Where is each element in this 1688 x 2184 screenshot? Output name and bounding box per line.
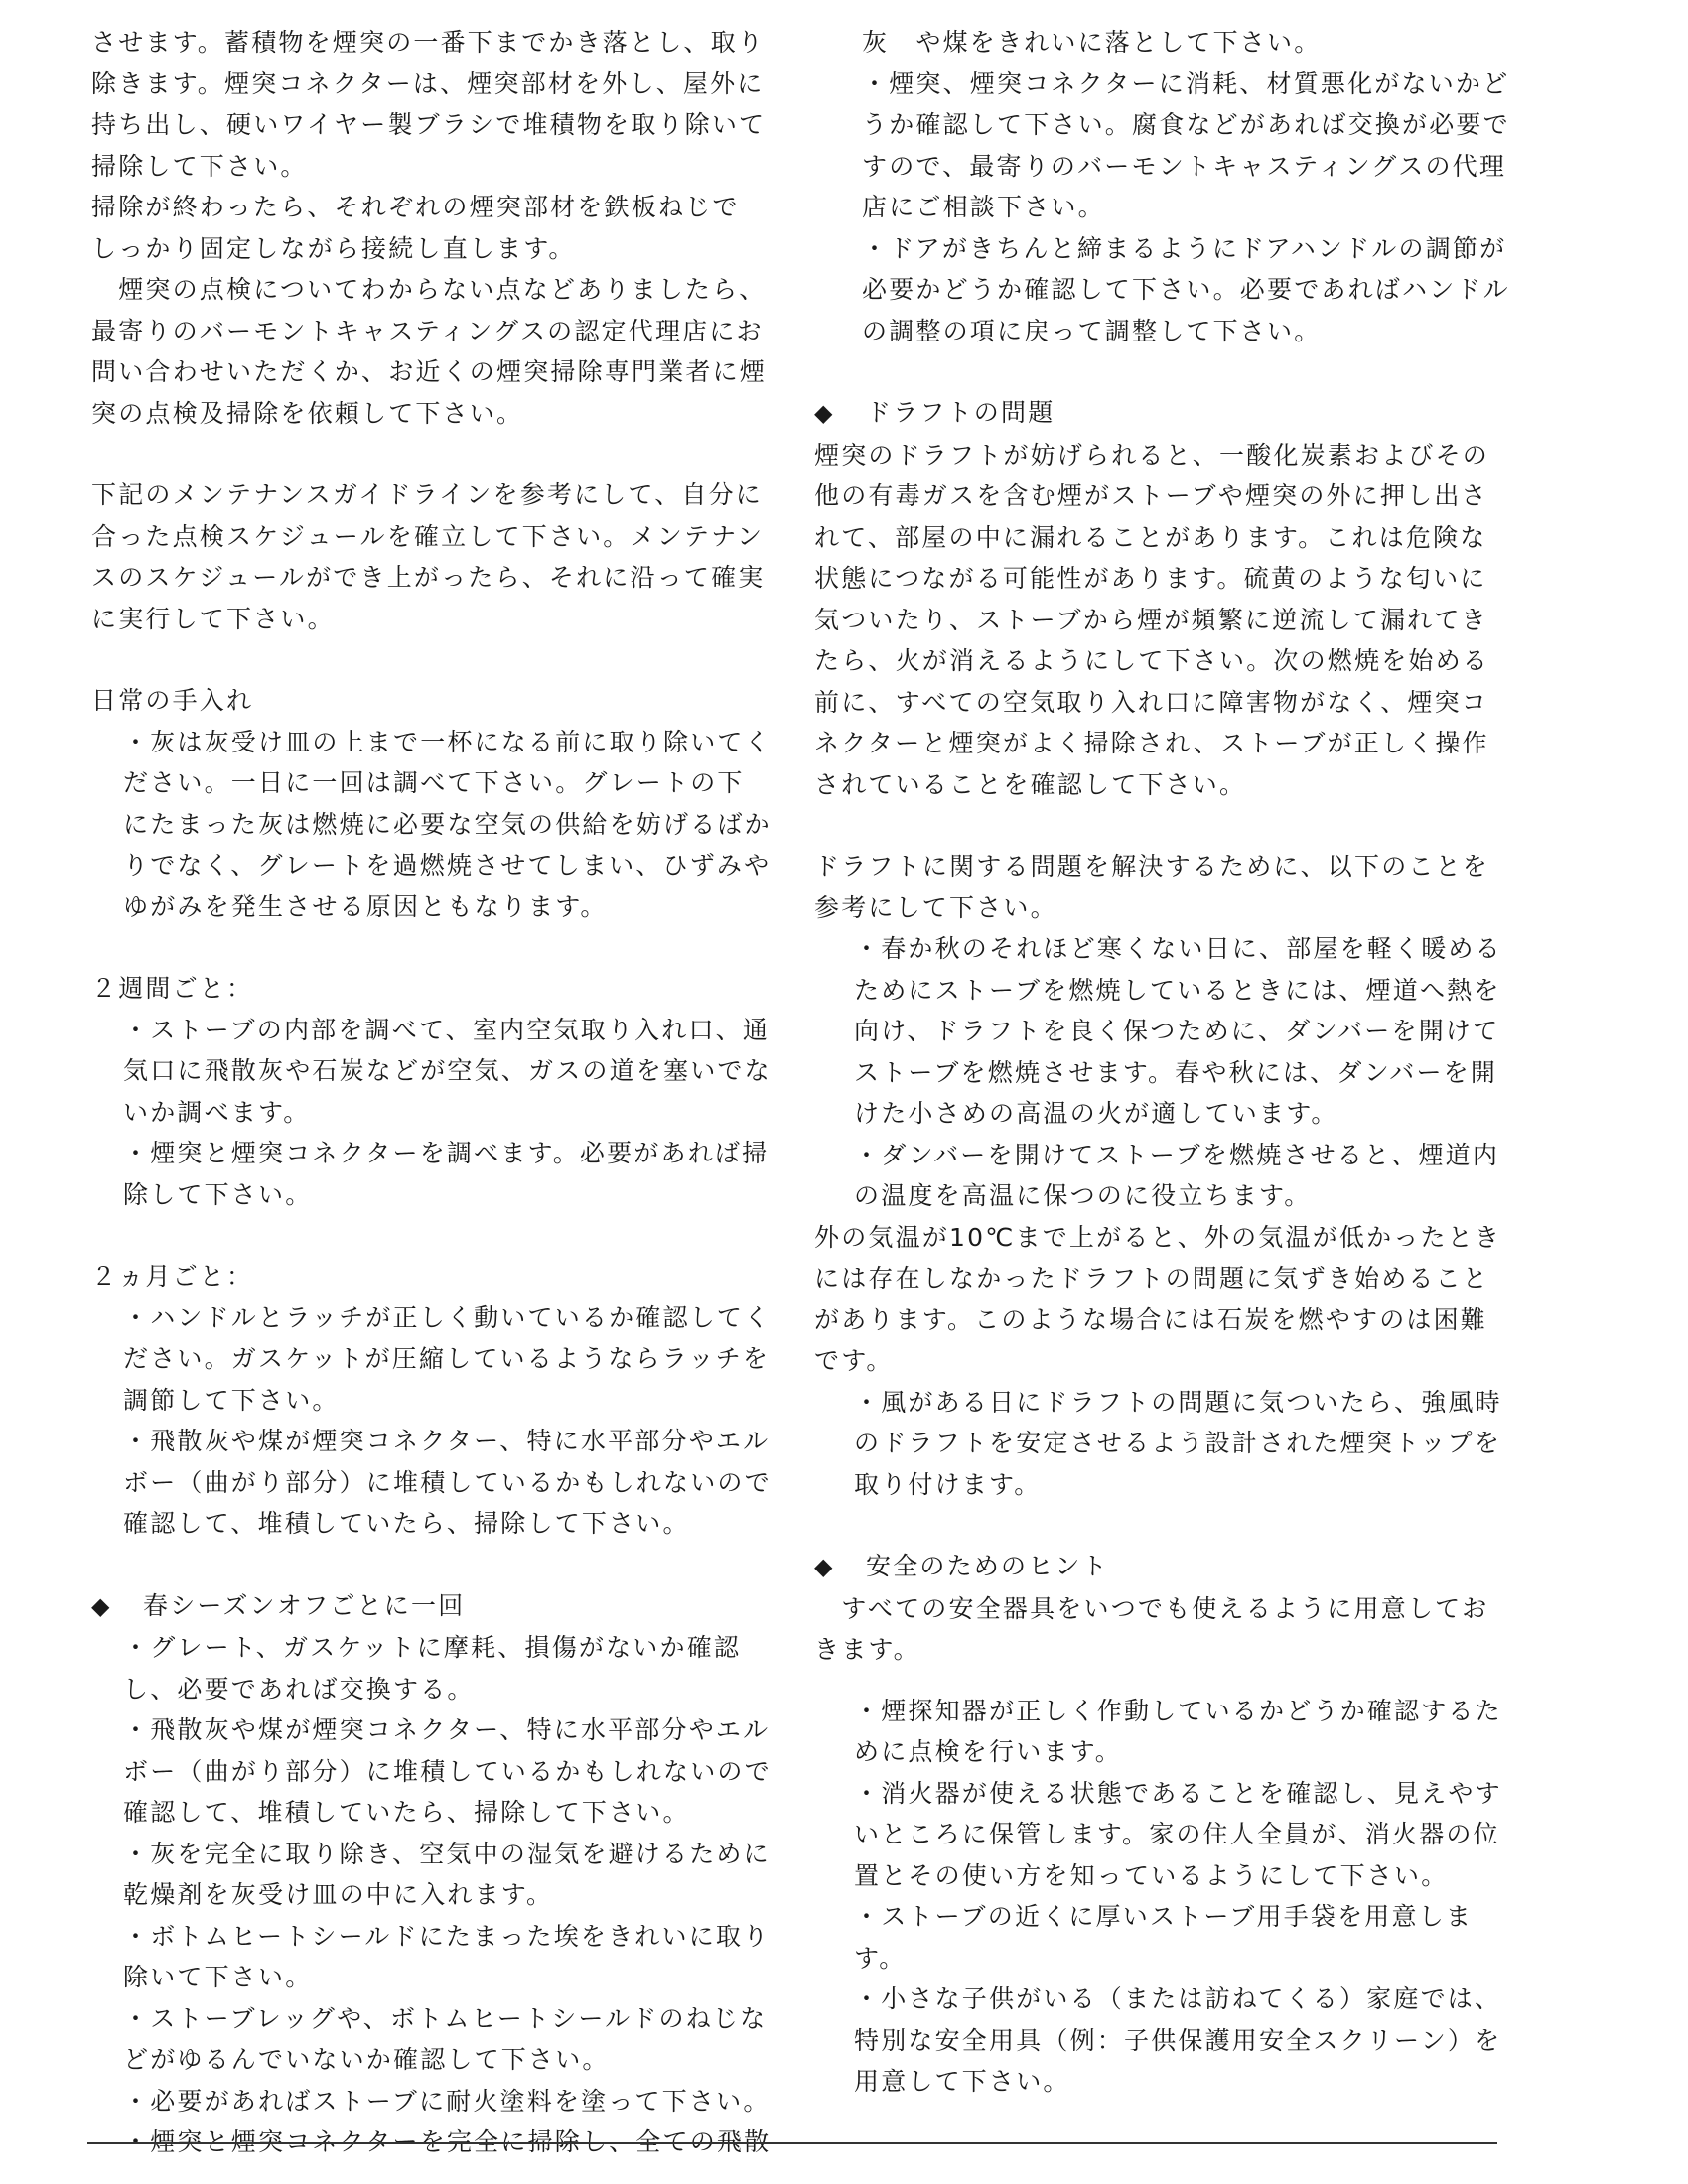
draft-problems-section bbox=[814, 392, 1521, 1505]
text-line: うか確認して下さい。腐食などがあれば交換が必要で bbox=[862, 110, 1510, 139]
text-line: ・ストーブの近くに厚いストーブ用手袋を用意しま bbox=[854, 1902, 1474, 1931]
text-line: です。 bbox=[814, 1346, 894, 1375]
text-line: めに点検を行います。 bbox=[854, 1737, 1123, 1766]
text-line: の調整の項に戻って調整して下さい。 bbox=[862, 316, 1322, 345]
text-line: されていることを確認して下さい。 bbox=[814, 769, 1247, 799]
text-line: ださい。ガスケットが圧縮しているようならラッチを bbox=[123, 1344, 771, 1373]
spring-offseason-section bbox=[91, 1585, 806, 2163]
text-line: けた小さめの高温の火が適しています。 bbox=[854, 1099, 1338, 1128]
text-line: の温度を高温に保つのに役立ちます。 bbox=[854, 1181, 1312, 1210]
text-line: すので、最寄りのバーモントキャスティングスの代理 bbox=[862, 151, 1507, 181]
text-line: ・灰は灰受け皿の上まで一杯になる前に取り除いてく bbox=[123, 727, 772, 756]
chimney-cleaning-continued bbox=[91, 22, 806, 434]
text-line: ださい。一日に一回は調べて下さい。グレートの下 bbox=[123, 768, 745, 797]
text-line: ・ストーブの内部を調べて、室内空気取り入れ口、通 bbox=[123, 1015, 771, 1044]
biweekly-title: ２週間ごと： bbox=[91, 974, 254, 1003]
text-line: があります。このような場合には石炭を燃やすのは困難 bbox=[814, 1304, 1488, 1334]
spring-offseason-continued bbox=[814, 22, 1521, 351]
text-line: ネクターと煙突がよく掃除され、ストーブが正しく操作 bbox=[814, 729, 1489, 757]
text-line: 掃除して下さい。 bbox=[91, 151, 308, 181]
bimonthly-title: ２ヵ月ごと： bbox=[91, 1262, 254, 1291]
text-line: ・ダンバーを開けてストーブを燃焼させると、煙道内 bbox=[854, 1140, 1500, 1169]
diamond-bullet-icon: ◆ bbox=[814, 399, 835, 427]
right-column bbox=[814, 22, 1521, 2103]
text-line: ・春か秋のそれほど寒くない日に、部屋を軽く暖める bbox=[854, 934, 1502, 963]
spring-offseason-title: 春シーズンオフごとに一回 bbox=[143, 1590, 466, 1620]
text-line: どがゆるんでいないか確認して下さい。 bbox=[123, 2045, 610, 2074]
safety-tips-section bbox=[814, 1546, 1521, 2103]
text-line: いところに保管します。家の住人全員が、消火器の位 bbox=[854, 1820, 1500, 1848]
text-line: 置とその使い方を知っているようにして下さい。 bbox=[854, 1860, 1449, 1890]
text-line: ・ボトムヒートシールドにたまった埃をきれいに取り bbox=[123, 1921, 771, 1951]
text-line: ドラフトに関する問題を解決するために、以下のことを bbox=[814, 852, 1490, 881]
text-line: ・風がある日にドラフトの問題に気ついたら、強風時 bbox=[854, 1387, 1502, 1417]
text-line: ・煙突と煙突コネクターを完全に掃除し、全ての飛散 bbox=[123, 2127, 772, 2156]
text-line: ボー（曲がり部分）に堆積しているかもしれないので bbox=[123, 1467, 772, 1497]
draft-problems-heading bbox=[814, 392, 1521, 435]
text-line: いか調べます。 bbox=[123, 1097, 311, 1127]
text-line: 前に、すべての空気取り入れ口に障害物がなく、煙突コ bbox=[814, 687, 1489, 717]
text-line: ・消火器が使える状態であることを確認し、見えやす bbox=[854, 1778, 1502, 1808]
text-line: 調節して下さい。 bbox=[123, 1385, 340, 1415]
biweekly-section bbox=[91, 968, 806, 1215]
text-line: し、必要であれば交換する。 bbox=[123, 1674, 475, 1704]
text-line: ・グレート、ガスケットに摩耗、損傷がないか確認 bbox=[123, 1633, 742, 1662]
text-line: りでなく、グレートを過燃焼させてしまい、ひずみや bbox=[123, 851, 772, 880]
left-column bbox=[91, 22, 806, 2163]
text-line: 煙突の点検についてわからない点などありましたら、 bbox=[91, 275, 767, 304]
safety-tips-title: 安全のためのヒント bbox=[866, 1552, 1109, 1580]
text-line: 最寄りのバーモントキャスティングスの認定代理店にお bbox=[91, 316, 764, 345]
text-line: 用意して下さい。 bbox=[854, 2067, 1070, 2096]
text-line: ・煙突と煙突コネクターを調べます。必要があれば掃 bbox=[123, 1139, 770, 1167]
safety-tips-heading bbox=[814, 1546, 1521, 1588]
text-line: 持ち出し、硬いワイヤー製ブラシで堆積物を取り除いて bbox=[91, 110, 767, 139]
text-line: ストーブを燃焼させます。春や秋には、ダンバーを開 bbox=[854, 1057, 1498, 1087]
daily-care-title: 日常の手入れ bbox=[91, 686, 254, 715]
text-line: ボー（曲がり部分）に堆積しているかもしれないので bbox=[123, 1756, 772, 1786]
diamond-bullet-icon: ◆ bbox=[814, 1553, 835, 1580]
text-line: させます。蓄積物を煙突の一番下までかき落とし、取り bbox=[91, 28, 766, 57]
text-line: ・飛散灰や煤が煙突コネクター、特に水平部分やエル bbox=[123, 1715, 771, 1744]
text-line: ゆがみを発生させる原因ともなります。 bbox=[123, 891, 608, 921]
text-line: ・ハンドルとラッチが正しく動いているか確認してく bbox=[123, 1302, 772, 1332]
text-line: には存在しなかったドラフトの問題に気ずき始めること bbox=[814, 1264, 1490, 1293]
text-line: す。 bbox=[854, 1943, 907, 1973]
text-line: 特別な安全用具（例：子供保護用安全スクリーン）を bbox=[854, 2025, 1502, 2055]
text-line: 気ついたり、ストーブから煙が頻繁に逆流して漏れてき bbox=[814, 605, 1488, 634]
diamond-bullet-icon: ◆ bbox=[91, 1591, 112, 1620]
text-line: 除いて下さい。 bbox=[123, 1963, 313, 1991]
text-line: 問い合わせいただくか、お近くの煙突掃除専門業者に煙 bbox=[91, 357, 768, 386]
draft-problems-title: ドラフトの問題 bbox=[866, 398, 1055, 427]
text-line: 除して下さい。 bbox=[123, 1179, 313, 1209]
daily-care-section bbox=[91, 680, 806, 927]
text-line: 下記のメンテナンスガイドラインを参考にして、自分に bbox=[91, 480, 764, 509]
text-line: スのスケジュールができ上がったら、それに沿って確実 bbox=[91, 563, 766, 592]
text-line: 店にご相談下さい。 bbox=[862, 193, 1105, 221]
text-line: ためにストーブを燃焼しているときには、煙道へ熱を bbox=[854, 975, 1501, 1005]
text-line: ・必要があればストーブに耐火塗料を塗って下さい。 bbox=[123, 2086, 771, 2116]
text-line: 取り付けます。 bbox=[854, 1469, 1042, 1499]
text-line: きます。 bbox=[814, 1635, 920, 1664]
text-line: 突の点検及掃除を依頼して下さい。 bbox=[91, 398, 524, 428]
maintenance-guideline-paragraph bbox=[91, 475, 806, 639]
text-line: ・小さな子供がいる（または訪ねてくる）家庭では、 bbox=[854, 1984, 1502, 2013]
text-line: 確認して、堆積していたら、掃除して下さい。 bbox=[123, 1509, 690, 1538]
text-line: 必要かどうか確認して下さい。必要であればハンドル bbox=[862, 275, 1510, 304]
text-line: 灰 や煤をきれいに落として下さい。 bbox=[862, 28, 1322, 57]
bimonthly-section bbox=[91, 1256, 806, 1545]
text-line: れて、部屋の中に漏れることがあります。これは危険な bbox=[814, 522, 1487, 552]
text-line: すべての安全器具をいつでも使えるように用意してお bbox=[814, 1593, 1489, 1623]
text-line: ・飛散灰や煤が煙突コネクター、特に水平部分やエル bbox=[123, 1427, 771, 1455]
text-line: 煙突のドラフトが妨げられると、一酸化炭素およびその bbox=[814, 440, 1490, 470]
text-line: 確認して、堆積していたら、掃除して下さい。 bbox=[123, 1798, 690, 1827]
text-line: 合った点検スケジュールを確立して下さい。メンテナン bbox=[91, 521, 765, 551]
text-line: ・灰を完全に取り除き、空気中の湿気を避けるために bbox=[123, 1839, 771, 1868]
text-line: ・煙突、煙突コネクターに消耗、材質悪化がないかど bbox=[862, 68, 1510, 98]
page-footer-rule bbox=[87, 2142, 1497, 2144]
text-line: しっかり固定しながら接続し直します。 bbox=[91, 233, 576, 263]
text-line: 外の気温が10℃まで上がると、外の気温が低かったとき bbox=[814, 1222, 1502, 1252]
text-line: ・煙探知器が正しく作動しているかどうか確認するた bbox=[854, 1696, 1502, 1725]
text-line: 除きます。煙突コネクターは、煙突部材を外し、屋外に bbox=[91, 68, 765, 98]
text-line: 掃除が終わったら、それぞれの煙突部材を鉄板ねじで bbox=[91, 193, 740, 221]
text-line: たら、火が消えるようにして下さい。次の燃焼を始める bbox=[814, 646, 1490, 675]
spring-offseason-heading bbox=[91, 1585, 806, 1628]
text-line: 乾燥剤を灰受け皿の中に入れます。 bbox=[123, 1880, 554, 1909]
text-line: 状態につながる可能性があります。硫黄のような匂いに bbox=[814, 564, 1487, 593]
text-line: ・ストーブレッグや、ボトムヒートシールドのねじな bbox=[123, 2003, 768, 2033]
text-line: に実行して下さい。 bbox=[91, 604, 335, 633]
text-line: ・ドアがきちんと締まるようにドアハンドルの調節が bbox=[862, 233, 1507, 263]
text-line: にたまった灰は燃焼に必要な空気の供給を妨げるばか bbox=[123, 809, 772, 839]
text-line: のドラフトを安定させるよう設計された煙突トップを bbox=[854, 1429, 1502, 1457]
text-line: 他の有毒ガスを含む煙がストーブや煙突の外に押し出さ bbox=[814, 481, 1488, 510]
text-line: 向け、ドラフトを良く保つために、ダンバーを開けて bbox=[854, 1017, 1500, 1045]
text-line: 気口に飛散灰や石炭などが空気、ガスの道を塞いでな bbox=[123, 1056, 772, 1085]
text-line: 参考にして下さい。 bbox=[814, 892, 1057, 922]
